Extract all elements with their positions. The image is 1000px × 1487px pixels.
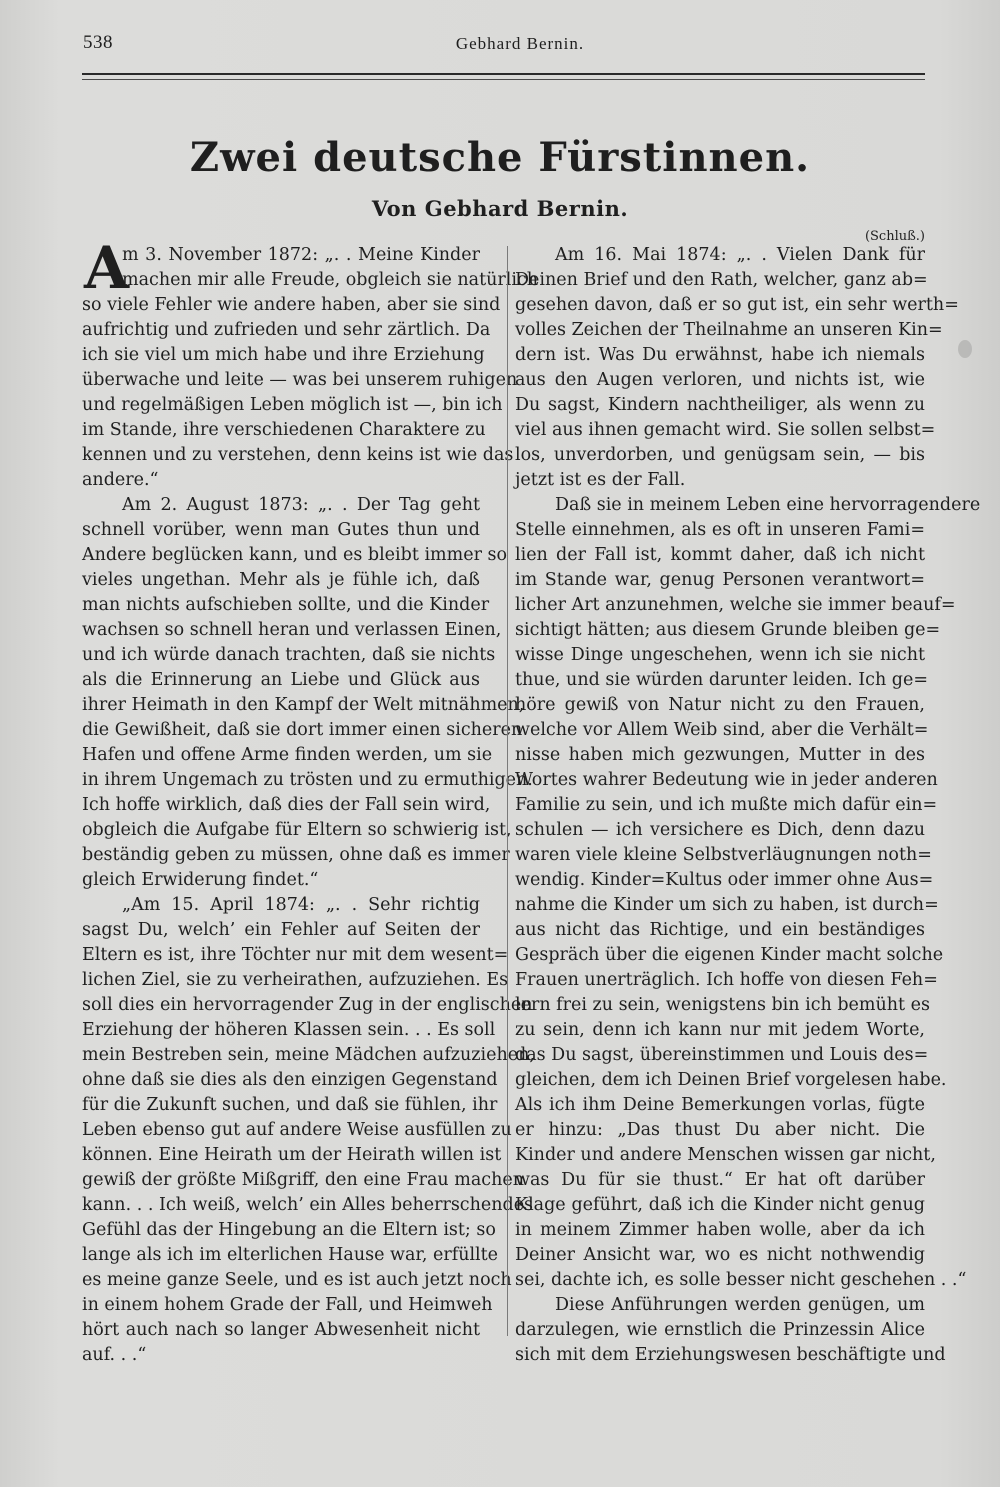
text-line: das Du sagst, übereinstimmen und Louis des= bbox=[515, 1045, 929, 1065]
text-line: und regelmäßigen Leben möglich ist —, bin ich bbox=[82, 395, 503, 415]
text-line: Gefühl das der Hingebung an die Eltern ist; so bbox=[82, 1220, 496, 1240]
text-line: kennen und zu verstehen, denn keins ist wie das bbox=[82, 445, 514, 465]
header-rule-thin bbox=[82, 79, 925, 80]
text-line: Wortes wahrer Bedeutung wie in jeder anderen bbox=[515, 770, 938, 790]
header-rule bbox=[82, 73, 925, 75]
text-line: Als ich ihm Deine Bemerkungen vorlas, fügte bbox=[515, 1095, 925, 1115]
text-line: Erziehung der höheren Klassen sein. . . Es soll bbox=[82, 1020, 496, 1040]
text-line: jetzt ist es der Fall. bbox=[515, 470, 686, 490]
text-line: Familie zu sein, und ich mußte mich dafür ein= bbox=[515, 795, 938, 815]
text-line: wisse Dinge ungeschehen, wenn ich sie nicht bbox=[515, 645, 925, 665]
text-line: auf. . .“ bbox=[82, 1345, 147, 1365]
text-line: lern frei zu sein, wenigstens bin ich bemüht es bbox=[515, 995, 930, 1015]
text-line: höre gewiß von Natur nicht zu den Frauen, bbox=[515, 695, 925, 715]
text-line: die Gewißheit, daß sie dort immer einen sicheren bbox=[82, 720, 523, 740]
left-column bbox=[82, 234, 539, 1368]
text-line: sichtigt hätten; aus diesem Grunde bleiben ge= bbox=[515, 620, 941, 640]
article-byline: Von Gebhard Bernin. bbox=[371, 196, 629, 221]
text-line: Du sagst, Kindern nachtheiliger, als wenn zu bbox=[515, 395, 925, 415]
text-line: er hinzu: „Das thust Du aber nicht. Die bbox=[515, 1120, 925, 1140]
text-line: aus den Augen verloren, und nichts ist, wie bbox=[515, 370, 925, 390]
text-line: Ich hoffe wirklich, daß dies der Fall sein wird, bbox=[82, 795, 491, 815]
text-line: schulen — ich versichere es Dich, denn dazu bbox=[515, 820, 925, 840]
text-line: gleich Erwiderung findet.“ bbox=[82, 870, 319, 890]
text-line: im Stande, ihre verschiedenen Charaktere zu bbox=[82, 420, 486, 440]
text-line: thue, und sie würden darunter leiden. Ich ge= bbox=[515, 670, 929, 690]
text-line: hört auch nach so langer Abwesenheit nicht bbox=[82, 1320, 480, 1340]
text-line: Leben ebenso gut auf andere Weise ausfüllen zu bbox=[82, 1120, 512, 1140]
text-line: aus nicht das Richtige, und ein beständiges bbox=[515, 920, 925, 940]
text-line: Am 2. August 1873: „. . Der Tag geht bbox=[122, 495, 480, 515]
text-line: Klage geführt, daß ich die Kinder nicht genug bbox=[515, 1195, 925, 1215]
text-line: gesehen davon, daß er so gut ist, ein sehr werth= bbox=[515, 295, 959, 315]
text-line: volles Zeichen der Theilnahme an unseren Kin= bbox=[515, 320, 943, 340]
running-head: Gebhard Bernin. bbox=[455, 34, 585, 53]
text-line: nahme die Kinder um sich zu haben, ist durch= bbox=[515, 895, 939, 915]
text-line: machen mir alle Freude, obgleich sie natürlich bbox=[122, 270, 539, 290]
text-line: beständig geben zu müssen, ohne daß es immer bbox=[82, 845, 510, 865]
text-line: welche vor Allem Weib sind, aber die Verhält= bbox=[515, 720, 929, 740]
text-line: Diese Anführungen werden genügen, um bbox=[555, 1295, 925, 1315]
continuation-note: (Schluß.) bbox=[864, 229, 925, 244]
drop-cap: A bbox=[84, 234, 130, 302]
text-line: Am 16. Mai 1874: „. . Vielen Dank für bbox=[555, 245, 925, 265]
text-line: so viele Fehler wie andere haben, aber sie sind bbox=[82, 295, 501, 315]
text-line: im Stande war, genug Personen verantwort= bbox=[515, 570, 925, 590]
text-line: als die Erinnerung an Liebe und Glück aus bbox=[82, 670, 480, 690]
paper-stain bbox=[958, 340, 972, 358]
text-line: soll dies ein hervorragender Zug in der englischen bbox=[82, 995, 533, 1015]
text-line: schnell vorüber, wenn man Gutes thun und bbox=[82, 520, 480, 540]
text-line: in einem hohem Grade der Fall, und Heimweh bbox=[82, 1295, 493, 1315]
text-line: darzulegen, wie ernstlich die Prinzessin Alice bbox=[515, 1320, 925, 1340]
text-line: Deiner Ansicht war, wo es nicht nothwendig bbox=[515, 1245, 925, 1265]
text-line: gewiß der größte Mißgriff, den eine Frau machen bbox=[82, 1170, 524, 1190]
text-line: lange als ich im elterlichen Hause war, erfüllte bbox=[82, 1245, 499, 1265]
text-line: viel aus ihnen gemacht wird. Sie sollen selbst= bbox=[515, 420, 936, 440]
text-line: lichen Ziel, sie zu verheirathen, aufzuziehen. Es bbox=[82, 970, 509, 990]
text-line: obgleich die Aufgabe für Eltern so schwierig ist, bbox=[82, 820, 512, 840]
text-line: vieles ungethan. Mehr als je fühle ich, daß bbox=[82, 570, 480, 590]
text-line: kann. . . Ich weiß, welch’ ein Alles beherrschendes bbox=[82, 1195, 534, 1215]
text-line: man nichts aufschieben sollte, und die Kinder bbox=[82, 595, 490, 615]
text-line: m 3. November 1872: „. . Meine Kinder bbox=[122, 245, 480, 265]
text-line: „Am 15. April 1874: „. . Sehr richtig bbox=[122, 895, 480, 915]
article-title: Zwei deutsche Fürstinnen. bbox=[189, 134, 811, 181]
text-line: Frauen unerträglich. Ich hoffe von diesen Feh= bbox=[515, 970, 938, 990]
text-line: Kinder und andere Menschen wissen gar nicht, bbox=[515, 1145, 936, 1165]
text-line: Daß sie in meinem Leben eine hervorragendere bbox=[555, 495, 981, 515]
text-line: was Du für sie thust.“ Er hat oft darüber bbox=[515, 1170, 925, 1190]
right-column bbox=[515, 243, 981, 1368]
page-number: 538 bbox=[83, 32, 113, 53]
text-line: waren viele kleine Selbstverläugnungen noth= bbox=[515, 845, 932, 865]
text-line: Stelle einnehmen, als es oft in unseren Fami= bbox=[515, 520, 925, 540]
text-line: sich mit dem Erziehungswesen beschäftigte und bbox=[515, 1345, 946, 1365]
text-line: ich sie viel um mich habe und ihre Erziehung bbox=[82, 345, 485, 365]
text-line: licher Art anzunehmen, welche sie immer beauf= bbox=[515, 595, 956, 615]
text-line: ihrer Heimath in den Kampf der Welt mitnähmen, bbox=[82, 695, 525, 715]
text-line: sagst Du, welch’ ein Fehler auf Seiten der bbox=[82, 920, 480, 940]
text-line: und ich würde danach trachten, daß sie nichts bbox=[82, 645, 496, 665]
text-line: in meinem Zimmer haben wolle, aber da ich bbox=[515, 1220, 925, 1240]
text-line: können. Eine Heirath um der Heirath willen ist bbox=[82, 1145, 502, 1165]
text-line: in ihrem Ungemach zu trösten und zu ermuthigen. bbox=[82, 770, 533, 790]
text-line: mein Bestreben sein, meine Mädchen aufzuziehen, bbox=[82, 1045, 535, 1065]
text-line: ohne daß sie dies als den einzigen Gegenstand bbox=[82, 1070, 498, 1090]
text-line: gleichen, dem ich Deinen Brief vorgelesen habe. bbox=[515, 1070, 947, 1090]
text-line: zu sein, denn ich kann nur mit jedem Worte, bbox=[515, 1020, 925, 1040]
text-line: es meine ganze Seele, und es ist auch jetzt noch bbox=[82, 1270, 512, 1290]
text-line: für die Zukunft suchen, und daß sie fühlen, ihr bbox=[82, 1095, 498, 1115]
text-line: los, unverdorben, und genügsam sein, — bis bbox=[515, 445, 925, 465]
text-line: wendig. Kinder=Kultus oder immer ohne Aus= bbox=[515, 870, 934, 890]
text-line: nisse haben mich gezwungen, Mutter in des bbox=[515, 745, 925, 765]
text-line: Andere beglücken kann, und es bleibt immer so bbox=[82, 545, 508, 565]
text-line: andere.“ bbox=[82, 470, 159, 490]
text-line: sei, dachte ich, es solle besser nicht geschehen . .“ bbox=[515, 1270, 967, 1290]
text-line: aufrichtig und zufrieden und sehr zärtlich. Da bbox=[82, 320, 491, 340]
text-line: lien der Fall ist, kommt daher, daß ich nicht bbox=[515, 545, 925, 565]
text-line: überwache und leite — was bei unserem ruhigen bbox=[82, 370, 518, 390]
text-line: Hafen und offene Arme finden werden, um sie bbox=[82, 745, 493, 765]
text-line: Eltern es ist, ihre Töchter nur mit dem wesent= bbox=[82, 945, 509, 965]
column-divider bbox=[507, 246, 508, 1336]
text-line: Gespräch über die eigenen Kinder macht solche bbox=[515, 945, 944, 965]
text-line: wachsen so schnell heran und verlassen Einen, bbox=[82, 620, 502, 640]
text-line: Deinen Brief und den Rath, welcher, ganz ab= bbox=[515, 270, 928, 290]
text-line: dern ist. Was Du erwähnst, habe ich niemals bbox=[515, 345, 925, 365]
